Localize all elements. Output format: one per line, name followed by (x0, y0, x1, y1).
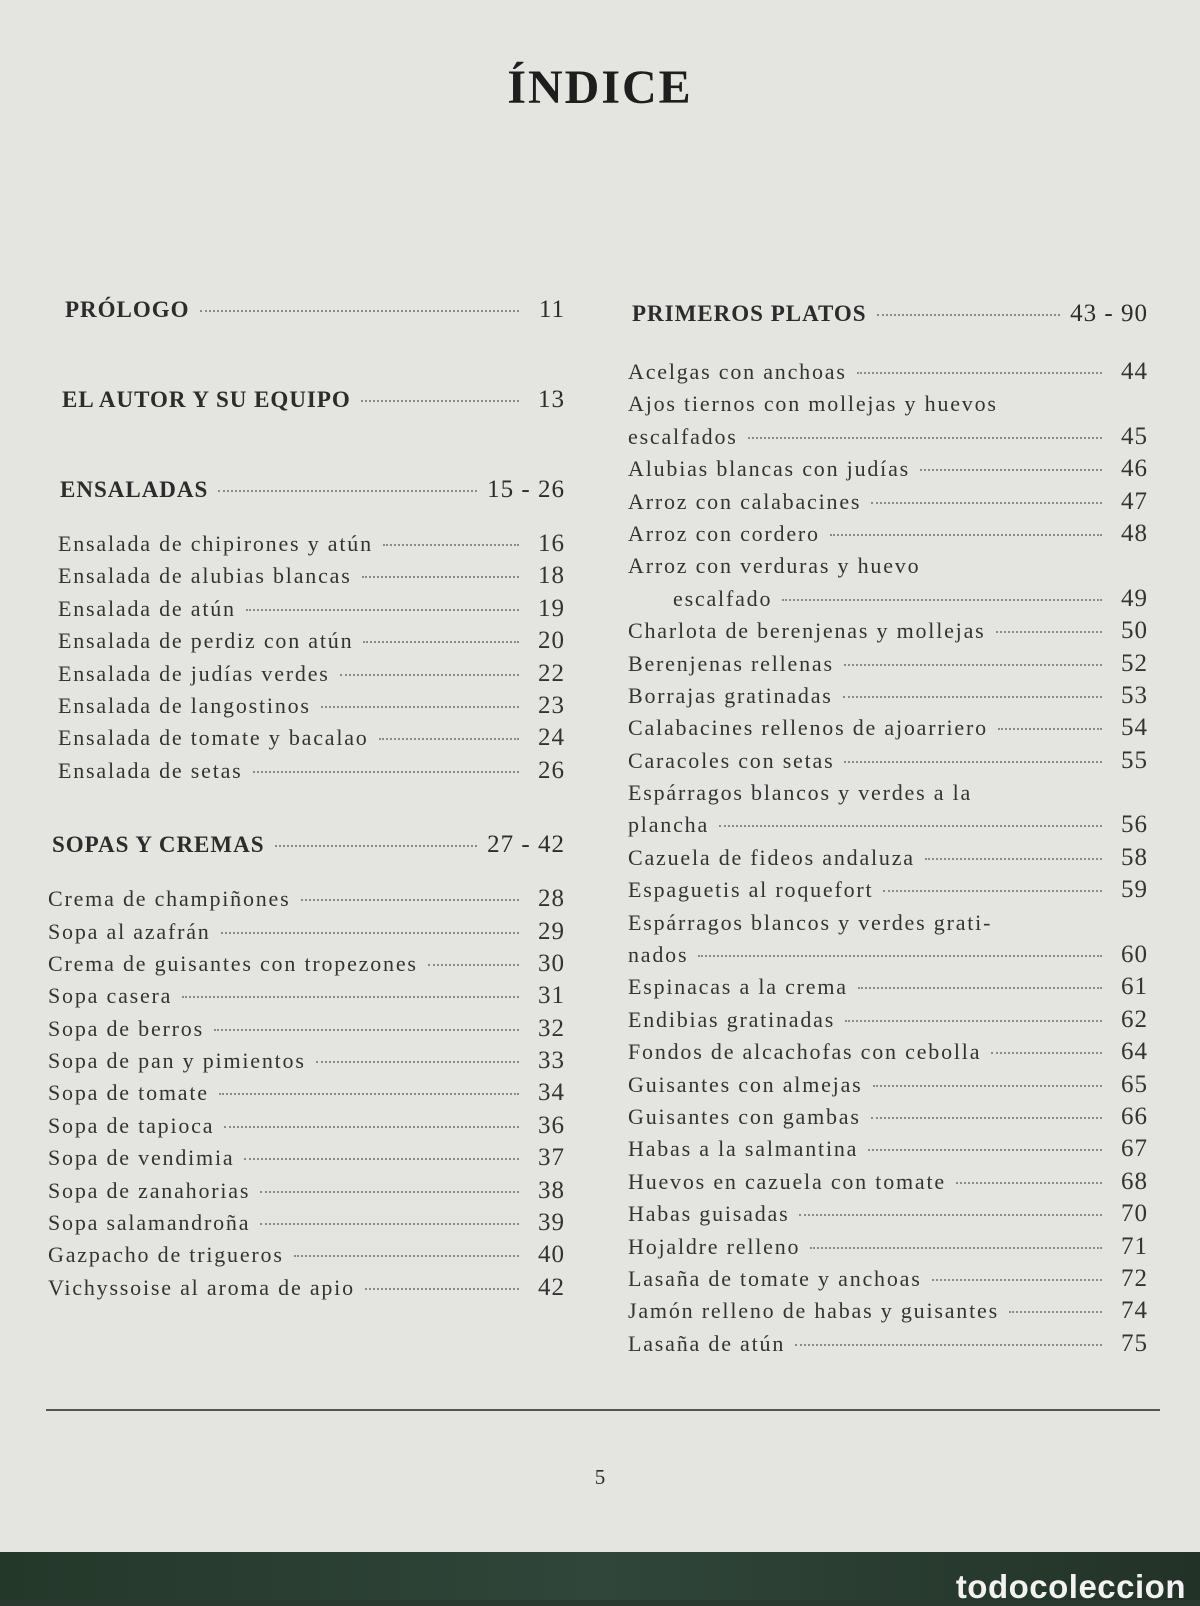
entry-page: 30 (538, 949, 565, 977)
index-entry (628, 518, 1148, 550)
entry-page: 42 (538, 1273, 565, 1301)
entry-page: 22 (538, 659, 565, 687)
entry-page: 16 (538, 530, 565, 557)
primeros-list (628, 356, 1148, 1360)
dot-leader (877, 314, 1061, 316)
entry-title: Berenjenas rellenas (628, 650, 834, 676)
index-entry (48, 1110, 565, 1142)
dot-leader (830, 534, 1102, 536)
dot-leader (996, 631, 1102, 633)
entry-title: Vichyssoise al aroma de apio (48, 1274, 355, 1300)
entry-page: 52 (1121, 649, 1148, 677)
index-entry-line: Espárragos blancos y verdes a la (628, 780, 973, 806)
section-sopas (48, 831, 573, 859)
index-entry (628, 1069, 1148, 1101)
dot-leader (925, 858, 1102, 860)
dot-leader (214, 1029, 519, 1031)
section-primeros (628, 300, 1148, 328)
entry-page: 48 (1121, 519, 1148, 547)
index-entry (628, 809, 1148, 841)
entry-page: 66 (1121, 1102, 1148, 1130)
entry-page: 47 (1121, 487, 1148, 515)
entry-title: Sopa casera (48, 983, 173, 1009)
dot-leader (253, 771, 519, 773)
dot-leader (260, 1191, 519, 1193)
dot-leader (275, 845, 478, 847)
entry-page: 40 (538, 1241, 565, 1269)
section-ensaladas (48, 476, 573, 504)
entry-title: Cazuela de fideos andaluza (628, 844, 915, 870)
dot-leader (871, 502, 1102, 504)
page-title: ÍNDICE (507, 61, 693, 114)
entry-page: 58 (1121, 843, 1148, 871)
dot-leader (873, 1085, 1102, 1087)
dot-leader (218, 490, 477, 492)
index-entry (48, 1207, 565, 1239)
index-entry (628, 486, 1148, 518)
dot-leader (383, 544, 519, 546)
entry-page: 61 (1121, 973, 1148, 1001)
dot-leader (883, 890, 1102, 892)
index-entry (48, 1239, 565, 1271)
dot-leader (858, 987, 1102, 989)
entry-page: 53 (1121, 681, 1148, 709)
entry-page: 24 (538, 724, 565, 752)
entry-title: Sopa de berros (48, 1015, 204, 1041)
entry-title: Habas guisadas (628, 1201, 790, 1227)
index-entry (48, 1175, 565, 1207)
dot-leader (932, 1279, 1102, 1281)
dot-leader (698, 955, 1102, 957)
index-entry (48, 1045, 565, 1077)
entry-title: Calabacines rellenos de ajoarriero (628, 715, 988, 741)
index-entry (628, 939, 1148, 971)
entry-page: 34 (538, 1079, 565, 1107)
index-entry (628, 874, 1148, 906)
index-entry (628, 712, 1148, 744)
dot-leader (294, 1255, 519, 1257)
section-page: 15 - 26 (487, 476, 565, 503)
section-label: SOPAS Y CREMAS (52, 832, 265, 858)
dot-leader (748, 437, 1102, 439)
section-page: 43 - 90 (1070, 300, 1148, 327)
entry-title: Ensalada de atún (58, 595, 236, 621)
entry-page: 38 (538, 1176, 565, 1204)
dot-leader (1009, 1311, 1102, 1313)
dot-leader (182, 996, 519, 998)
entry-title: Sopa al azafrán (48, 918, 211, 944)
dot-leader (871, 1117, 1102, 1119)
entry-title: Huevos en cazuela con tomate (628, 1168, 946, 1194)
section-prologo (48, 296, 573, 324)
dot-leader (719, 825, 1102, 827)
index-entry (628, 1263, 1148, 1295)
index-entry (628, 583, 1148, 615)
entry-title: Sopa de vendimia (48, 1145, 235, 1171)
entry-title: plancha (628, 812, 710, 838)
dot-leader (799, 1214, 1102, 1216)
entry-page: 72 (1121, 1264, 1148, 1292)
entry-page: 71 (1121, 1232, 1148, 1260)
entry-page: 44 (1121, 358, 1148, 385)
section-page: 27 - 42 (487, 831, 565, 859)
entry-page: 62 (1121, 1005, 1148, 1033)
dot-leader (221, 932, 519, 934)
sopas-list (48, 883, 573, 1304)
entry-title: Fondos de alcachofas con cebolla (628, 1039, 982, 1065)
entry-title: Endibias gratinadas (628, 1006, 836, 1032)
index-entry (628, 356, 1148, 388)
index-column-right (628, 300, 1148, 1360)
watermark-logo: todocoleccion (955, 1568, 1186, 1605)
entry-title: escalfado (673, 585, 773, 611)
dot-leader (244, 1158, 519, 1160)
entry-title: Jamón relleno de habas y guisantes (628, 1298, 999, 1324)
entry-title: Ensalada de alubias blancas (58, 563, 352, 589)
index-entry (628, 1198, 1148, 1230)
entry-page: 74 (1121, 1297, 1148, 1325)
entry-page: 45 (1121, 422, 1148, 450)
entry-page: 68 (1121, 1167, 1148, 1195)
index-entry (58, 560, 565, 592)
index-entry (48, 1272, 565, 1304)
section-label: PRÓLOGO (65, 297, 190, 322)
entry-page: 75 (1121, 1329, 1148, 1357)
index-entry (628, 745, 1148, 777)
entry-title: Ensalada de judías verdes (58, 660, 330, 686)
entry-page: 32 (538, 1014, 565, 1042)
entry-page: 18 (538, 562, 565, 590)
index-entry (48, 948, 565, 980)
entry-page: 37 (538, 1144, 565, 1172)
entry-page: 65 (1121, 1070, 1148, 1098)
dot-leader (956, 1182, 1102, 1184)
index-entry (628, 1166, 1148, 1198)
entry-title: Charlota de berenjenas y mollejas (628, 618, 986, 644)
entry-page: 70 (1121, 1200, 1148, 1228)
index-entry (58, 528, 565, 560)
dot-leader (219, 1093, 519, 1095)
index-entry (628, 1133, 1148, 1165)
entry-title: Crema de champiñones (48, 886, 291, 912)
entry-title: Espinacas a la crema (628, 974, 848, 1000)
entry-title: Arroz con cordero (628, 520, 820, 546)
index-entry (48, 916, 565, 948)
dot-leader (868, 1149, 1102, 1151)
entry-title: Ensalada de perdiz con atún (58, 628, 354, 654)
entry-title: Hojaldre relleno (628, 1233, 801, 1259)
entry-page: 55 (1121, 746, 1148, 774)
index-entry (628, 971, 1148, 1003)
entry-title: Ensalada de langostinos (58, 692, 311, 718)
dot-leader (843, 696, 1102, 698)
entry-page: 29 (538, 917, 565, 945)
index-entry (58, 658, 565, 690)
section-autor (48, 386, 573, 414)
entry-title: Ensalada de chipirones y atún (58, 531, 373, 556)
entry-title: Guisantes con almejas (628, 1071, 863, 1097)
index-entry (628, 1231, 1148, 1263)
entry-title: Borrajas gratinadas (628, 682, 833, 708)
index-entry (628, 1295, 1148, 1327)
index-entry (628, 680, 1148, 712)
entry-title: Sopa de tapioca (48, 1112, 215, 1138)
dot-leader (991, 1052, 1102, 1054)
dot-leader (428, 964, 519, 966)
index-entry (58, 755, 565, 787)
entry-page: 60 (1121, 941, 1148, 969)
index-entry-line: Ajos tiernos con mollejas y huevos (628, 391, 998, 417)
entry-title: Crema de guisantes con tropezones (48, 950, 418, 976)
dot-leader (260, 1223, 519, 1225)
dot-leader (998, 728, 1102, 730)
page-number: 5 (594, 1465, 606, 1489)
dot-leader (844, 761, 1102, 763)
entry-page: 36 (538, 1111, 565, 1139)
entry-title: Sopa salamandroña (48, 1210, 251, 1236)
entry-page: 23 (538, 691, 565, 719)
dot-leader (845, 1020, 1102, 1022)
entry-title: Habas a la salmantina (628, 1136, 859, 1162)
section-page: 11 (538, 296, 565, 323)
index-entry (628, 1036, 1148, 1068)
dot-leader (810, 1247, 1102, 1249)
index-entry (58, 722, 565, 754)
entry-page: 46 (1121, 455, 1148, 483)
index-entry (628, 615, 1148, 647)
dot-leader (340, 674, 519, 676)
section-page: 13 (538, 386, 565, 413)
entry-page: 31 (538, 982, 565, 1010)
dot-leader (361, 400, 519, 402)
index-entry (48, 883, 565, 915)
entry-page: 56 (1121, 811, 1148, 839)
entry-page: 49 (1121, 584, 1148, 612)
dot-leader (246, 609, 519, 611)
index-entry (58, 625, 565, 657)
entry-title: Lasaña de tomate y anchoas (628, 1265, 922, 1291)
dot-leader (920, 469, 1102, 471)
index-entry (628, 421, 1148, 453)
index-entry-line: Arroz con verduras y huevo (628, 553, 921, 579)
entry-page: 54 (1121, 714, 1148, 742)
index-entry (628, 842, 1148, 874)
entry-page: 64 (1121, 1038, 1148, 1066)
entry-title: Lasaña de atún (628, 1330, 786, 1356)
ensaladas-list (48, 528, 573, 787)
dot-leader (844, 664, 1102, 666)
index-entry (48, 1013, 565, 1045)
dot-leader (365, 1288, 519, 1290)
entry-page: 20 (538, 627, 565, 655)
section-label: ENSALADAS (60, 477, 209, 502)
entry-page: 59 (1121, 876, 1148, 904)
entry-title: escalfados (628, 423, 738, 449)
entry-title: Sopa de zanahorias (48, 1177, 251, 1203)
index-entry (628, 1004, 1148, 1036)
index-entry (48, 1142, 565, 1174)
index-entry (628, 648, 1148, 680)
entry-title: Sopa de pan y pimientos (48, 1048, 306, 1074)
index-entry (628, 453, 1148, 485)
entry-page: 33 (538, 1047, 565, 1075)
dot-leader (782, 599, 1102, 601)
dot-leader (321, 706, 519, 708)
entry-title: Caracoles con setas (628, 747, 835, 773)
entry-title: Alubias blancas con judías (628, 456, 911, 482)
section-label: PRIMEROS PLATOS (632, 301, 867, 326)
section-label: EL AUTOR Y SU EQUIPO (62, 387, 351, 412)
dot-leader (379, 738, 519, 740)
index-entry (48, 980, 565, 1012)
entry-title: Arroz con calabacines (628, 488, 862, 514)
dot-leader (224, 1126, 519, 1128)
entry-title: Gazpacho de trigueros (48, 1242, 284, 1268)
dot-leader (301, 899, 520, 901)
entry-page: 19 (538, 594, 565, 622)
entry-page: 26 (538, 756, 565, 784)
entry-page: 28 (538, 885, 565, 913)
entry-page: 67 (1121, 1135, 1148, 1163)
footer-rule (46, 1409, 1160, 1411)
index-column-left (48, 296, 573, 1304)
dot-leader (316, 1061, 519, 1063)
index-entry (58, 593, 565, 625)
index-entry (628, 1328, 1148, 1360)
dot-leader (362, 576, 519, 578)
dot-leader (795, 1344, 1102, 1346)
entry-title: nados (628, 942, 689, 968)
index-entry (58, 690, 565, 722)
dot-leader (200, 310, 519, 312)
entry-page: 50 (1121, 617, 1148, 645)
index-entry (48, 1077, 565, 1109)
entry-page: 39 (538, 1209, 565, 1237)
entry-title: Espaguetis al roquefort (628, 877, 874, 903)
entry-title: Acelgas con anchoas (628, 359, 847, 384)
dot-leader (363, 641, 519, 643)
entry-title: Ensalada de setas (58, 757, 243, 783)
entry-title: Ensalada de tomate y bacalao (58, 725, 369, 751)
index-entry (628, 1101, 1148, 1133)
entry-title: Sopa de tomate (48, 1080, 209, 1106)
entry-title: Guisantes con gambas (628, 1103, 861, 1129)
dot-leader (857, 372, 1102, 374)
index-entry-line: Espárragos blancos y verdes grati- (628, 909, 993, 935)
